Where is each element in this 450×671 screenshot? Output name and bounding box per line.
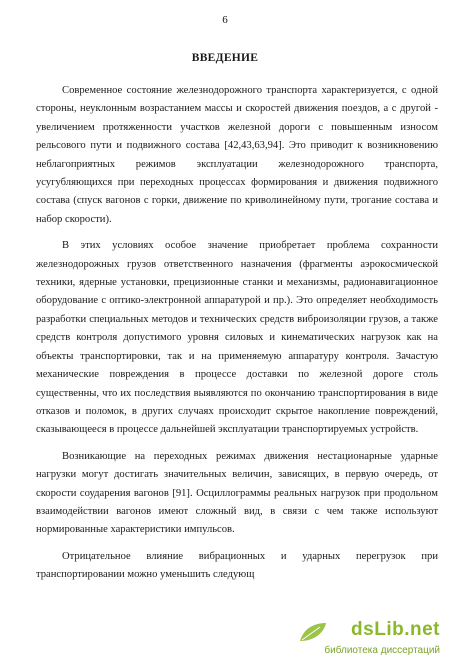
document-body: [36, 82, 438, 593]
paragraph-4: Отрицательное влияние вибрационных и ударных перегрузок при транспортировании можно уменьшить следующ: [36, 550, 438, 581]
paragraph-3: Возникающие на переходных режимах движения нестационарные ударные нагрузки могут достигать значительных величин, зависящих, в первую очередь, от скорости соударения вагонов [91]. Осциллограммы реальных нагрузок при продольном взаимодействии вагонов имеют сложный вид, в связи с чем также используют нормированные характеристики импульсов.: [36, 450, 438, 536]
leaf-logo-icon: [298, 621, 328, 643]
page-title: ВВЕДЕНИЕ: [191, 52, 259, 64]
watermark-brand: dsLib.net: [351, 619, 440, 640]
page-number: 6: [222, 14, 228, 26]
paragraph-1: Современное состояние железнодорожного транспорта характеризуется, с одной стороны, неуклонным возрастанием массы и скоростей движения поездов, а с другой - увеличением протяженности участков железной дороги с повышенным износом рельсового пути и подвижного состава [42,43,63,94]. Это приводит к возникновению неблагоприятных режимов эксплуатации железнодорожного транспорта, усугубляющихся при переходных процессах формирования и движения подвижного состава (спуск вагонов с горки, движение по криволинейному пути, трогание состава и набор скорости).: [36, 85, 438, 225]
watermark-caption: библиотека диссертаций: [324, 645, 440, 656]
watermark: [294, 619, 444, 663]
paragraph-2: В этих условиях особое значение приобретает проблема сохранности железнодорожных грузов ответственного назначения (фрагменты аэрокосмической техники, ядерные установки, прецизионные станки и механизмы, радионавигационное оборудование с оптико-электронной аппаратурой и пр.). Это определяет необходимость разработки специальных методов и технических средств виброизоляции грузов, а также средств контроля допустимого уровня силовых и кинематических нагрузок как на объекты транспортировки, так и на применяемую аппаратуру контроля. Зачастую механические повреждения в процессе доставки по железной дороге столь существенны, что их последствия выявляются по окончанию транспортирования в виде отказов и поломок, в других случаях происходит скрытое накопление повреждений, сказывающееся в процессе дальнейшей эксплуатации транспортируемых устройств.: [36, 240, 438, 436]
